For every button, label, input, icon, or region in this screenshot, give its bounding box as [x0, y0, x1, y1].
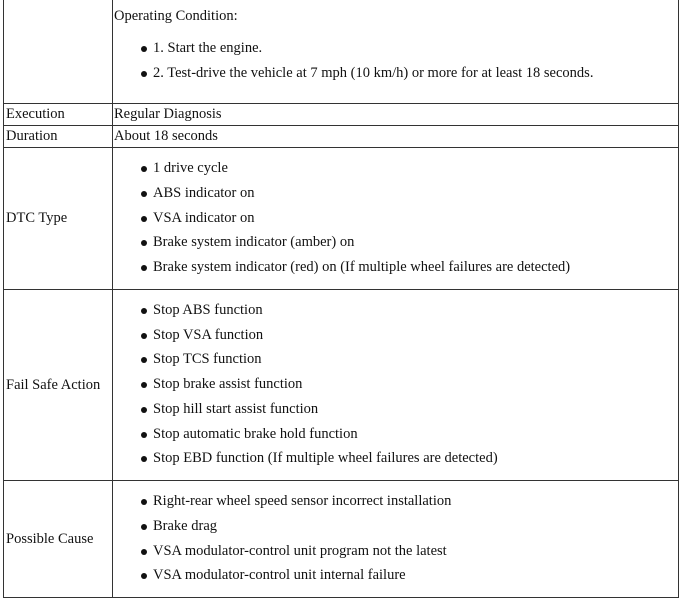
list-item: 1. Start the engine.: [114, 36, 678, 61]
operating-condition-cell: [113, 0, 679, 103]
list-item: VSA modulator-control unit internal failure: [114, 563, 678, 588]
list-item: Stop brake assist function: [114, 372, 678, 397]
fail-safe-action-label: Fail Safe Action: [4, 289, 113, 480]
fail-safe-action-row: [4, 289, 679, 480]
empty-label-cell: [4, 0, 113, 103]
operating-condition-title: Operating Condition:: [114, 8, 238, 24]
dtc-type-cell: [113, 147, 679, 289]
dtc-type-row: [4, 147, 679, 289]
possible-cause-row: [4, 480, 679, 597]
dtc-type-label: DTC Type: [4, 147, 113, 289]
list-item: Stop TCS function: [114, 347, 678, 372]
duration-row: [4, 125, 679, 147]
list-item: 1 drive cycle: [114, 156, 678, 181]
dtc-type-list: [114, 156, 678, 280]
list-item: Stop ABS function: [114, 298, 678, 323]
list-item: Stop automatic brake hold function: [114, 422, 678, 447]
fail-safe-action-cell: [113, 289, 679, 480]
duration-value: About 18 seconds: [113, 125, 679, 147]
execution-label: Execution: [4, 103, 113, 125]
list-item: 2. Test-drive the vehicle at 7 mph (10 km/h) or more for at least 18 seconds.: [114, 61, 678, 86]
diagnostic-table: [3, 0, 679, 598]
list-item: ABS indicator on: [114, 181, 678, 206]
possible-cause-label: Possible Cause: [4, 480, 113, 597]
list-item: Stop VSA function: [114, 323, 678, 348]
fail-safe-action-list: [114, 298, 678, 472]
list-item: Stop EBD function (If multiple wheel failures are detected): [114, 446, 678, 471]
possible-cause-list: [114, 489, 678, 588]
execution-row: [4, 103, 679, 125]
duration-label: Duration: [4, 125, 113, 147]
operating-condition-row: [4, 0, 679, 103]
possible-cause-cell: [113, 480, 679, 597]
list-item: Brake system indicator (red) on (If multiple wheel failures are detected): [114, 255, 678, 280]
list-item: VSA indicator on: [114, 206, 678, 231]
list-item: Brake system indicator (amber) on: [114, 230, 678, 255]
operating-condition-steps: [114, 36, 678, 86]
execution-value: Regular Diagnosis: [113, 103, 679, 125]
list-item: Right-rear wheel speed sensor incorrect installation: [114, 489, 678, 514]
list-item: Stop hill start assist function: [114, 397, 678, 422]
list-item: Brake drag: [114, 514, 678, 539]
list-item: VSA modulator-control unit program not the latest: [114, 539, 678, 564]
